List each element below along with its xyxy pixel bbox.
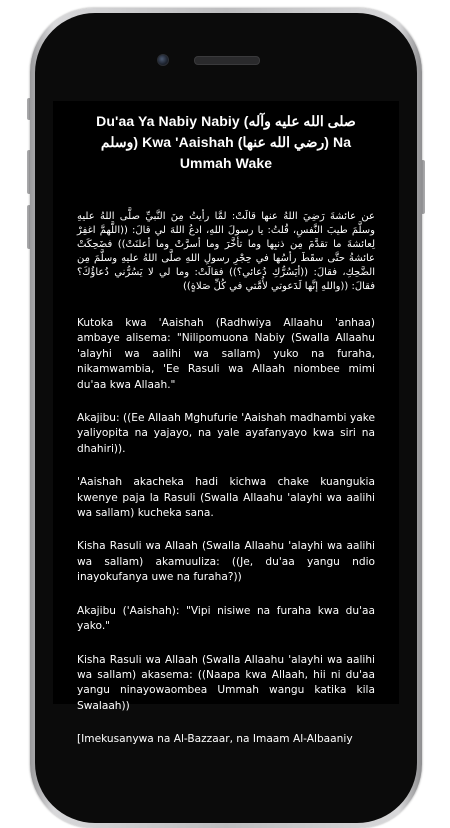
- earpiece-speaker-icon: [194, 56, 260, 65]
- article-paragraph: Kisha Rasuli wa Allaah (Swalla Allaahu 'alayhi wa aalihi wa sallam) akasema: ((Naapa kwa Allaah, hii ni du'aa yangu ninayowaombea Ummah wangu katika kila Swalaah)): [77, 653, 375, 712]
- article-paragraph: 'Aaishah akacheka hadi kichwa chake kuangukia kwenye paja la Rasuli (Swalla Allaahu 'alayhi wa aalihi wa sallam) kucheka sana.: [77, 476, 375, 520]
- app-screen[interactable]: [53, 101, 399, 746]
- arabic-hadith-text: عن عائشةَ رَضِيَ اللهُ عنها قالَتْ: لمَّا رأيتُ مِنَ النَّبيِّ صلَّى اللهُ عليهِ وسلَّمَ طيبَ النَّفسِ، قُلتُ: يا رسولَ اللهِ، ادعُ اللهَ لي قالَ: ((اللَّهمَّ اغفِرْ لِعائشةَ ما تقدَّمَ مِن ذنبِها وما تأخَّرَ وما أسرَّتْ وما أعلنَتْ)) فضَحِكَتْ عائشةُ حتَّى سقَطَ رأسُها في حِجْرِ رسولِ اللهِ صلَّى اللهُ عليهِ وسلَّمَ مِن الضَّحِكِ، فقالَ: ((أيَسُرُّكِ دُعائي؟)) فقالَتْ: وما لي لا يَسُرُّني دُعاؤُكَ؟ فقالَ: ((واللهِ إنَّها لَدَعوتي لأُمَّتي في كُلِّ صَلاةٍ)): [77, 211, 375, 292]
- article-title: Du'aa Ya Nabiy Nabiy (صلى الله عليه وآله وسلم) Kwa 'Aaishah (رضي الله عنها) Na Ummah Wake: [96, 113, 356, 171]
- article-paragraph: Kutoka kwa 'Aaishah (Radhwiya Allaahu 'anhaa) ambaye alisema: "Nilipomuona Nabiy (Swalla Allaahu 'alayhi wa aalihi wa sallam) yuko na furaha, nikamwambia, 'Ee Rasuli wa Allaah niombee mimi du'aa kwa Allaah.": [77, 317, 375, 391]
- article-content: [77, 111, 375, 766]
- article-paragraph: [Imekusanywa na Al-Bazzaar, na Imaam Al-Albaaniy: [77, 733, 353, 746]
- front-camera-icon: [157, 54, 169, 66]
- article-paragraph: Kisha Rasuli wa Allaah (Swalla Allaahu 'alayhi wa aalihi wa sallam) akamuuliza: ((Je, du'aa yangu ndio inayokufanya uwe na furaha?)): [77, 540, 375, 584]
- article-paragraph: Akajibu: ((Ee Allaah Mghufurie 'Aaishah madhambi yake yaliyopita na yajayo, na yale ayafanyayo kwa siri na dhahiri)).: [77, 412, 375, 455]
- article-paragraph: Akajibu ('Aaishah): "Vipi nisiwe na furaha kwa du'aa yako.": [77, 604, 375, 633]
